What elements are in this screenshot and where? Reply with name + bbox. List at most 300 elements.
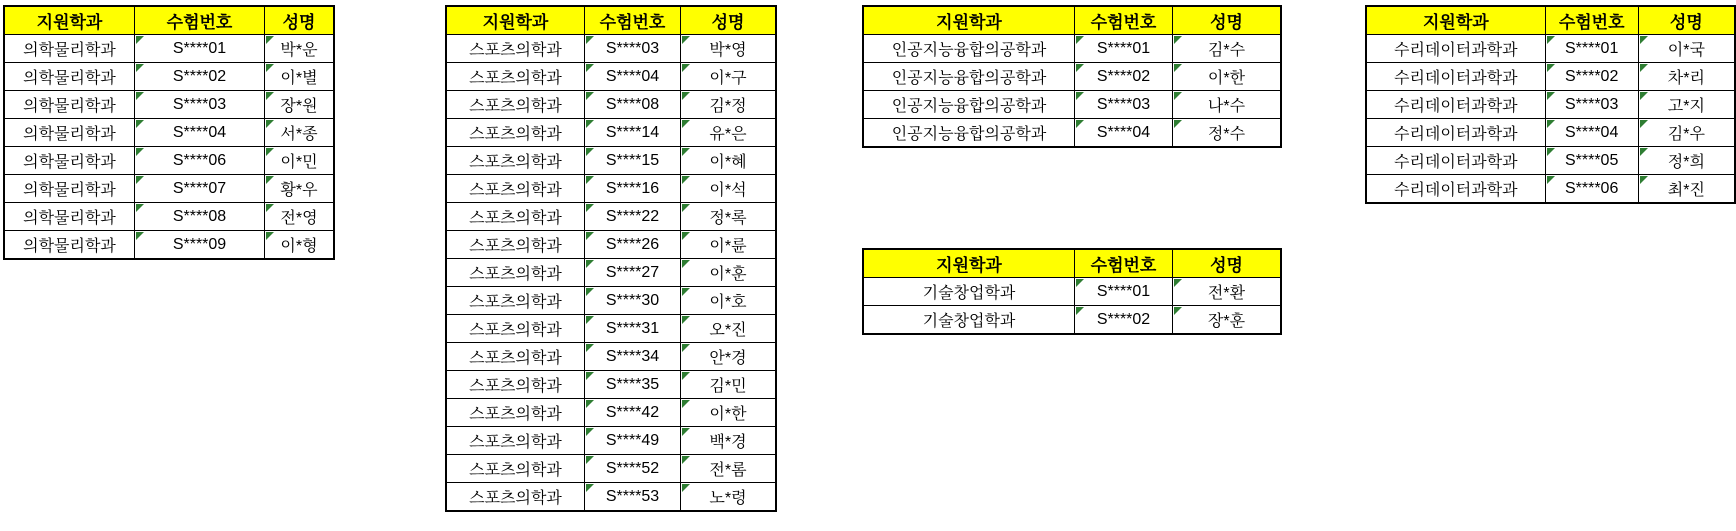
table-row xyxy=(446,147,776,175)
cell-text: S****03 xyxy=(1096,95,1151,113)
cell-text: 이*혜 xyxy=(709,154,747,171)
cell-exam-number[interactable] xyxy=(1545,63,1638,91)
error-indicator-triangle-icon xyxy=(682,176,690,184)
cell-text: 나*수 xyxy=(1207,98,1246,115)
column-header[interactable]: 성명 xyxy=(1173,249,1282,278)
table-row xyxy=(4,63,334,91)
cell-exam-number[interactable] xyxy=(585,427,681,455)
cell-name[interactable] xyxy=(1173,35,1282,63)
cell-text: 백*경 xyxy=(709,434,747,451)
cell-department[interactable] xyxy=(446,259,585,287)
cell-exam-number[interactable] xyxy=(1075,119,1173,148)
cell-text: S****53 xyxy=(605,487,660,505)
cell-department[interactable] xyxy=(4,175,135,203)
cell-department[interactable] xyxy=(446,343,585,371)
table-row xyxy=(446,483,776,512)
cell-text: 스포츠의학과 xyxy=(469,182,562,199)
cell-text: 전*롬 xyxy=(709,462,747,479)
cell-department[interactable] xyxy=(1366,119,1545,147)
cell-department[interactable] xyxy=(1366,63,1545,91)
cell-exam-number[interactable] xyxy=(135,35,265,63)
cell-name[interactable] xyxy=(1173,278,1282,306)
cell-department[interactable] xyxy=(446,455,585,483)
table-row xyxy=(863,35,1281,63)
cell-department[interactable] xyxy=(446,147,585,175)
cell-exam-number[interactable] xyxy=(585,315,681,343)
column-header[interactable]: 성명 xyxy=(1173,6,1282,35)
cell-text: 차*리 xyxy=(1667,70,1705,87)
table-row xyxy=(446,203,776,231)
error-indicator-triangle-icon xyxy=(586,456,594,464)
cell-department[interactable] xyxy=(446,483,585,512)
column-header[interactable]: 수험번호 xyxy=(1545,6,1638,35)
cell-text: 김*수 xyxy=(1207,42,1246,59)
cell-text: S****26 xyxy=(605,235,660,253)
error-indicator-triangle-icon xyxy=(136,176,144,184)
cell-exam-number[interactable] xyxy=(585,175,681,203)
cell-exam-number[interactable] xyxy=(1075,278,1173,306)
cell-name[interactable] xyxy=(681,119,777,147)
cell-name[interactable] xyxy=(1173,91,1282,119)
cell-text: 의학물리학과 xyxy=(23,98,116,115)
error-indicator-triangle-icon xyxy=(1547,148,1555,156)
error-indicator-triangle-icon xyxy=(136,232,144,240)
error-indicator-triangle-icon xyxy=(1076,36,1084,44)
cell-department[interactable] xyxy=(446,287,585,315)
cell-department[interactable] xyxy=(446,427,585,455)
cell-text: 장*원 xyxy=(280,98,318,115)
cell-exam-number[interactable] xyxy=(585,287,681,315)
header-row xyxy=(863,249,1281,278)
cell-text: S****01 xyxy=(172,39,227,57)
table-row xyxy=(446,427,776,455)
cell-exam-number[interactable] xyxy=(1075,35,1173,63)
cell-text: 전*환 xyxy=(1207,285,1246,302)
error-indicator-triangle-icon xyxy=(266,176,274,184)
error-indicator-triangle-icon xyxy=(682,484,690,492)
cell-text: S****05 xyxy=(1564,151,1619,169)
cell-text: 노*령 xyxy=(709,490,747,507)
cell-text: S****03 xyxy=(605,39,660,57)
error-indicator-triangle-icon xyxy=(586,92,594,100)
error-indicator-triangle-icon xyxy=(266,36,274,44)
cell-text: 기술창업학과 xyxy=(922,285,1016,302)
cell-text: 전*영 xyxy=(280,210,318,227)
table-row xyxy=(4,175,334,203)
error-indicator-triangle-icon xyxy=(586,204,594,212)
cell-text: S****27 xyxy=(605,263,660,281)
error-indicator-triangle-icon xyxy=(682,316,690,324)
error-indicator-triangle-icon xyxy=(682,204,690,212)
cell-department[interactable] xyxy=(446,175,585,203)
cell-exam-number[interactable] xyxy=(585,399,681,427)
cell-department[interactable] xyxy=(863,119,1075,148)
cell-name[interactable] xyxy=(1638,35,1735,63)
cell-name[interactable] xyxy=(1173,119,1282,148)
cell-department[interactable] xyxy=(446,399,585,427)
cell-text: 수리데이터과학과 xyxy=(1393,126,1518,143)
cell-name[interactable] xyxy=(681,175,777,203)
table-row xyxy=(1366,147,1735,175)
cell-exam-number[interactable] xyxy=(135,63,265,91)
cell-text: 이*민 xyxy=(280,154,318,171)
cell-exam-number[interactable] xyxy=(585,203,681,231)
cell-text: 스포츠의학과 xyxy=(469,42,562,59)
cell-text: 이*한 xyxy=(1207,70,1246,87)
error-indicator-triangle-icon xyxy=(682,148,690,156)
table-mathematical-data-science xyxy=(1365,5,1736,204)
cell-exam-number[interactable] xyxy=(135,119,265,147)
cell-name[interactable] xyxy=(265,35,335,63)
cell-text: S****49 xyxy=(605,431,660,449)
table-ai-biomedical-engineering xyxy=(862,5,1282,148)
cell-department[interactable] xyxy=(446,35,585,63)
cell-department[interactable] xyxy=(446,91,585,119)
cell-text: 정*록 xyxy=(709,210,747,227)
cell-name[interactable] xyxy=(681,427,777,455)
table-row xyxy=(4,119,334,147)
cell-text: 의학물리학과 xyxy=(23,70,116,87)
cell-text: S****31 xyxy=(605,319,660,337)
cell-exam-number[interactable] xyxy=(585,63,681,91)
error-indicator-triangle-icon xyxy=(266,204,274,212)
cell-exam-number[interactable] xyxy=(1545,119,1638,147)
cell-name[interactable] xyxy=(681,91,777,119)
error-indicator-triangle-icon xyxy=(586,372,594,380)
column-header[interactable]: 수험번호 xyxy=(135,6,265,35)
cell-exam-number[interactable] xyxy=(585,483,681,512)
cell-department[interactable] xyxy=(863,278,1075,306)
cell-exam-number[interactable] xyxy=(585,231,681,259)
cell-name[interactable] xyxy=(265,175,335,203)
cell-exam-number[interactable] xyxy=(585,91,681,119)
cell-department[interactable] xyxy=(1366,35,1545,63)
error-indicator-triangle-icon xyxy=(1174,64,1182,72)
cell-text: S****02 xyxy=(1096,310,1151,328)
cell-name[interactable] xyxy=(1173,63,1282,91)
cell-text: 이*한 xyxy=(709,406,747,423)
cell-department[interactable] xyxy=(4,147,135,175)
cell-text: S****14 xyxy=(605,123,660,141)
error-indicator-triangle-icon xyxy=(682,64,690,72)
cell-exam-number[interactable] xyxy=(1545,35,1638,63)
table-row xyxy=(4,231,334,260)
cell-text: 의학물리학과 xyxy=(23,182,116,199)
cell-text: 수리데이터과학과 xyxy=(1393,42,1518,59)
cell-exam-number[interactable] xyxy=(135,147,265,175)
cell-department[interactable] xyxy=(863,63,1075,91)
cell-exam-number[interactable] xyxy=(135,231,265,260)
cell-exam-number[interactable] xyxy=(585,343,681,371)
cell-name[interactable] xyxy=(681,35,777,63)
cell-department[interactable] xyxy=(4,63,135,91)
cell-text: 박*영 xyxy=(709,42,747,59)
cell-name[interactable] xyxy=(681,259,777,287)
cell-exam-number[interactable] xyxy=(1545,147,1638,175)
cell-name[interactable] xyxy=(1638,119,1735,147)
cell-exam-number[interactable] xyxy=(585,147,681,175)
table-row xyxy=(863,63,1281,91)
error-indicator-triangle-icon xyxy=(1174,279,1182,287)
error-indicator-triangle-icon xyxy=(1640,64,1648,72)
cell-text: S****01 xyxy=(1564,39,1619,57)
table-row xyxy=(446,343,776,371)
cell-name[interactable] xyxy=(681,483,777,512)
cell-text: 김*정 xyxy=(709,98,747,115)
table-row xyxy=(4,91,334,119)
column-header[interactable]: 수험번호 xyxy=(1075,249,1173,278)
error-indicator-triangle-icon xyxy=(1547,64,1555,72)
table-row xyxy=(446,455,776,483)
cell-text: S****04 xyxy=(172,123,227,141)
table-row xyxy=(446,91,776,119)
cell-text: 이*훈 xyxy=(709,266,747,283)
cell-exam-number[interactable] xyxy=(135,91,265,119)
cell-text: 스포츠의학과 xyxy=(469,126,562,143)
cell-name[interactable] xyxy=(265,63,335,91)
cell-text: S****03 xyxy=(172,95,227,113)
column-header[interactable]: 지원학과 xyxy=(4,6,135,35)
cell-department[interactable] xyxy=(863,91,1075,119)
column-header[interactable]: 성명 xyxy=(265,6,335,35)
cell-text: 스포츠의학과 xyxy=(469,294,562,311)
cell-exam-number[interactable] xyxy=(135,203,265,231)
cell-text: 인공지능융합의공학과 xyxy=(891,70,1047,87)
cell-text: 이*국 xyxy=(1667,42,1705,59)
error-indicator-triangle-icon xyxy=(682,428,690,436)
error-indicator-triangle-icon xyxy=(266,120,274,128)
cell-department[interactable] xyxy=(4,91,135,119)
cell-exam-number[interactable] xyxy=(1545,91,1638,119)
cell-text: 정*희 xyxy=(1667,154,1705,171)
error-indicator-triangle-icon xyxy=(1076,279,1084,287)
table-row xyxy=(446,315,776,343)
error-indicator-triangle-icon xyxy=(266,148,274,156)
cell-department[interactable] xyxy=(446,231,585,259)
cell-name[interactable] xyxy=(265,231,335,260)
table-row xyxy=(446,371,776,399)
cell-text: S****08 xyxy=(172,207,227,225)
error-indicator-triangle-icon xyxy=(136,92,144,100)
cell-department[interactable] xyxy=(1366,175,1545,204)
cell-department[interactable] xyxy=(446,203,585,231)
error-indicator-triangle-icon xyxy=(586,316,594,324)
cell-name[interactable] xyxy=(681,63,777,91)
cell-exam-number[interactable] xyxy=(585,371,681,399)
error-indicator-triangle-icon xyxy=(586,36,594,44)
cell-text: S****08 xyxy=(605,95,660,113)
error-indicator-triangle-icon xyxy=(682,260,690,268)
header-row xyxy=(1366,6,1735,35)
column-header[interactable]: 수험번호 xyxy=(1075,6,1173,35)
cell-name[interactable] xyxy=(265,119,335,147)
column-header[interactable]: 성명 xyxy=(681,6,777,35)
error-indicator-triangle-icon xyxy=(682,120,690,128)
cell-department[interactable] xyxy=(446,315,585,343)
cell-department[interactable] xyxy=(4,35,135,63)
column-header[interactable]: 수험번호 xyxy=(585,6,681,35)
error-indicator-triangle-icon xyxy=(682,456,690,464)
column-header[interactable]: 지원학과 xyxy=(1366,6,1545,35)
cell-text: 스포츠의학과 xyxy=(469,434,562,451)
cell-name[interactable] xyxy=(681,455,777,483)
cell-text: 스포츠의학과 xyxy=(469,462,562,479)
table-row xyxy=(863,91,1281,119)
cell-text: S****02 xyxy=(172,67,227,85)
error-indicator-triangle-icon xyxy=(136,64,144,72)
error-indicator-triangle-icon xyxy=(586,232,594,240)
cell-name[interactable] xyxy=(265,147,335,175)
cell-text: 의학물리학과 xyxy=(23,42,116,59)
column-header[interactable]: 지원학과 xyxy=(446,6,585,35)
error-indicator-triangle-icon xyxy=(136,36,144,44)
table-row xyxy=(1366,175,1735,204)
error-indicator-triangle-icon xyxy=(1640,36,1648,44)
error-indicator-triangle-icon xyxy=(136,120,144,128)
table-row xyxy=(4,35,334,63)
cell-exam-number[interactable] xyxy=(135,175,265,203)
cell-text: 이*형 xyxy=(280,238,318,255)
cell-name[interactable] xyxy=(681,315,777,343)
error-indicator-triangle-icon xyxy=(1640,120,1648,128)
table-medical-physics xyxy=(3,5,335,260)
cell-text: S****01 xyxy=(1096,39,1151,57)
error-indicator-triangle-icon xyxy=(586,260,594,268)
cell-text: 이*구 xyxy=(709,70,747,87)
cell-text: 스포츠의학과 xyxy=(469,238,562,255)
cell-text: 이*석 xyxy=(709,182,747,199)
cell-department[interactable] xyxy=(446,63,585,91)
cell-text: 이*호 xyxy=(709,294,747,311)
cell-text: S****06 xyxy=(172,151,227,169)
column-header[interactable]: 성명 xyxy=(1638,6,1735,35)
cell-department[interactable] xyxy=(4,231,135,260)
cell-text: S****04 xyxy=(605,67,660,85)
cell-text: 수리데이터과학과 xyxy=(1393,182,1518,199)
cell-exam-number[interactable] xyxy=(585,35,681,63)
error-indicator-triangle-icon xyxy=(682,36,690,44)
cell-exam-number[interactable] xyxy=(1075,306,1173,335)
cell-exam-number[interactable] xyxy=(1545,175,1638,204)
cell-text: S****09 xyxy=(172,235,227,253)
error-indicator-triangle-icon xyxy=(1547,176,1555,184)
error-indicator-triangle-icon xyxy=(1174,92,1182,100)
cell-name[interactable] xyxy=(681,343,777,371)
cell-text: 이*별 xyxy=(280,70,318,87)
cell-exam-number[interactable] xyxy=(1075,91,1173,119)
table-row xyxy=(4,147,334,175)
error-indicator-triangle-icon xyxy=(1640,176,1648,184)
cell-department[interactable] xyxy=(1366,147,1545,175)
cell-name[interactable] xyxy=(1173,306,1282,335)
cell-exam-number[interactable] xyxy=(585,259,681,287)
cell-text: 스포츠의학과 xyxy=(469,322,562,339)
cell-text: 스포츠의학과 xyxy=(469,266,562,283)
cell-text: 스포츠의학과 xyxy=(469,350,562,367)
cell-name[interactable] xyxy=(681,147,777,175)
column-header[interactable]: 지원학과 xyxy=(863,6,1075,35)
cell-name[interactable] xyxy=(681,371,777,399)
cell-name[interactable] xyxy=(1638,63,1735,91)
table-row xyxy=(446,63,776,91)
cell-name[interactable] xyxy=(1638,91,1735,119)
table-row xyxy=(446,35,776,63)
cell-name[interactable] xyxy=(1638,147,1735,175)
cell-department[interactable] xyxy=(446,371,585,399)
cell-exam-number[interactable] xyxy=(1075,63,1173,91)
cell-name[interactable] xyxy=(681,203,777,231)
error-indicator-triangle-icon xyxy=(682,344,690,352)
cell-text: S****34 xyxy=(605,347,660,365)
cell-text: 황*우 xyxy=(280,182,318,199)
cell-department[interactable] xyxy=(863,306,1075,335)
cell-text: 고*지 xyxy=(1667,98,1705,115)
error-indicator-triangle-icon xyxy=(1076,64,1084,72)
table-row xyxy=(446,287,776,315)
cell-name[interactable] xyxy=(681,399,777,427)
cell-department[interactable] xyxy=(4,119,135,147)
table-row xyxy=(863,278,1281,306)
cell-text: 김*우 xyxy=(1667,126,1705,143)
error-indicator-triangle-icon xyxy=(136,204,144,212)
cell-exam-number[interactable] xyxy=(585,119,681,147)
error-indicator-triangle-icon xyxy=(682,92,690,100)
cell-text: 의학물리학과 xyxy=(23,154,116,171)
cell-text: S****22 xyxy=(605,207,660,225)
cell-department[interactable] xyxy=(1366,91,1545,119)
header-row xyxy=(863,6,1281,35)
cell-name[interactable] xyxy=(1638,175,1735,204)
cell-name[interactable] xyxy=(265,203,335,231)
error-indicator-triangle-icon xyxy=(1174,36,1182,44)
table-sports-medicine xyxy=(445,5,777,512)
cell-name[interactable] xyxy=(265,91,335,119)
error-indicator-triangle-icon xyxy=(586,176,594,184)
error-indicator-triangle-icon xyxy=(586,120,594,128)
cell-text: S****01 xyxy=(1096,282,1151,300)
cell-text: 스포츠의학과 xyxy=(469,378,562,395)
cell-exam-number[interactable] xyxy=(585,455,681,483)
cell-department[interactable] xyxy=(863,35,1075,63)
table-row xyxy=(446,119,776,147)
table-row xyxy=(1366,63,1735,91)
cell-text: 최*진 xyxy=(1667,182,1705,199)
cell-text: 수리데이터과학과 xyxy=(1393,98,1518,115)
cell-text: S****06 xyxy=(1564,179,1619,197)
cell-department[interactable] xyxy=(4,203,135,231)
cell-text: S****35 xyxy=(605,375,660,393)
cell-department[interactable] xyxy=(446,119,585,147)
column-header[interactable]: 지원학과 xyxy=(863,249,1075,278)
cell-text: S****02 xyxy=(1564,67,1619,85)
table-row xyxy=(446,175,776,203)
cell-text: S****03 xyxy=(1564,95,1619,113)
error-indicator-triangle-icon xyxy=(266,232,274,240)
cell-name[interactable] xyxy=(681,231,777,259)
error-indicator-triangle-icon xyxy=(1640,92,1648,100)
cell-text: S****15 xyxy=(605,151,660,169)
error-indicator-triangle-icon xyxy=(682,288,690,296)
table-row xyxy=(863,119,1281,148)
cell-text: 스포츠의학과 xyxy=(469,70,562,87)
cell-text: 의학물리학과 xyxy=(23,126,116,143)
cell-text: 박*운 xyxy=(280,42,318,59)
cell-name[interactable] xyxy=(681,287,777,315)
table-row xyxy=(1366,91,1735,119)
cell-text: S****04 xyxy=(1096,123,1151,141)
error-indicator-triangle-icon xyxy=(586,288,594,296)
table-row xyxy=(863,306,1281,335)
